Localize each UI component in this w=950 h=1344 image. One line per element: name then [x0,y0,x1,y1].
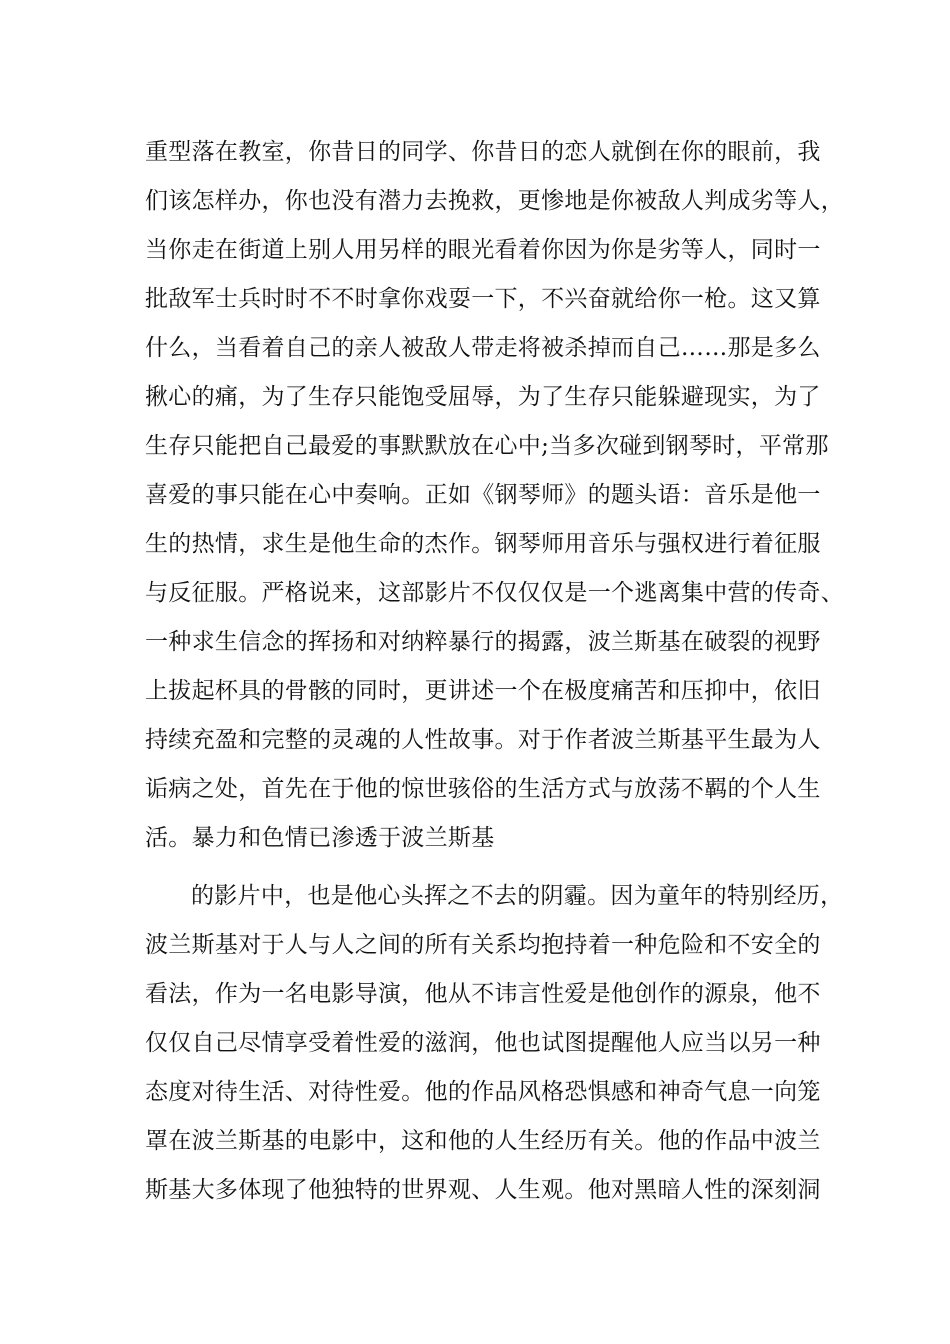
text-line: 喜爱的事只能在心中奏响。正如《钢琴师》的题头语：音乐是他一 [145,482,821,508]
text-line: 上拔起杯具的骨骸的同时，更讲述一个在极度痛苦和压抑中，依旧 [145,678,821,704]
paragraph-1 [145,128,844,863]
text-line: 什么，当看着自己的亲人被敌人带走将被杀掉而自己……那是多么 [145,335,821,361]
text-line: 生的热情，求生是他生命的杰作。钢琴师用音乐与强权进行着征服 [145,531,821,557]
text-line: 看法，作为一名电影导演，他从不讳言性爱是他创作的源泉，他不 [145,981,821,1007]
text-line: 当你走在街道上别人用另样的眼光看着你因为你是劣等人，同时一 [145,237,821,263]
text-line: 重型落在教室，你昔日的同学、你昔日的恋人就倒在你的眼前，我 [145,139,821,165]
text-line: 持续充盈和完整的灵魂的人性故事。对于作者波兰斯基平生最为人 [145,727,821,753]
text-line: 态度对待生活、对待性爱。他的作品风格恐惧感和神奇气息一向笼 [145,1079,821,1105]
text-line: 斯基大多体现了他独特的世界观、人生观。他对黑暗人性的深刻洞 [145,1177,821,1203]
text-line-indented: 的影片中，也是他心头挥之不去的阴霾。因为童年的特别经历， [191,883,844,909]
text-line: 与反征服。严格说来，这部影片不仅仅仅是一个逃离集中营的传奇、 [145,580,844,606]
text-line: 仅仅自己尽情享受着性爱的滋润，他也试图提醒他人应当以另一种 [145,1030,821,1056]
text-line: 生存只能把自己最爱的事默默放在心中;当多次碰到钢琴时，平常那 [145,433,829,459]
paragraph-2 [145,872,844,1215]
text-line: 一种求生信念的挥扬和对纳粹暴行的揭露，波兰斯基在破裂的视野 [145,629,821,655]
text-line: 诟病之处，首先在于他的惊世骇俗的生活方式与放荡不羁的个人生 [145,776,821,802]
text-line: 们该怎样办，你也没有潜力去挽救，更惨地是你被敌人判成劣等人， [145,188,844,214]
text-line: 批敌军士兵时时不不时拿你戏耍一下，不兴奋就给你一枪。这又算 [145,286,821,312]
text-line: 揪心的痛，为了生存只能饱受屈辱，为了生存只能躲避现实，为了 [145,384,821,410]
text-line: 罩在波兰斯基的电影中，这和他的人生经历有关。他的作品中波兰 [145,1128,821,1154]
text-line: 波兰斯基对于人与人之间的所有关系均抱持着一种危险和不安全的 [145,932,821,958]
text-line: 活。暴力和色情已渗透于波兰斯基 [145,825,495,851]
